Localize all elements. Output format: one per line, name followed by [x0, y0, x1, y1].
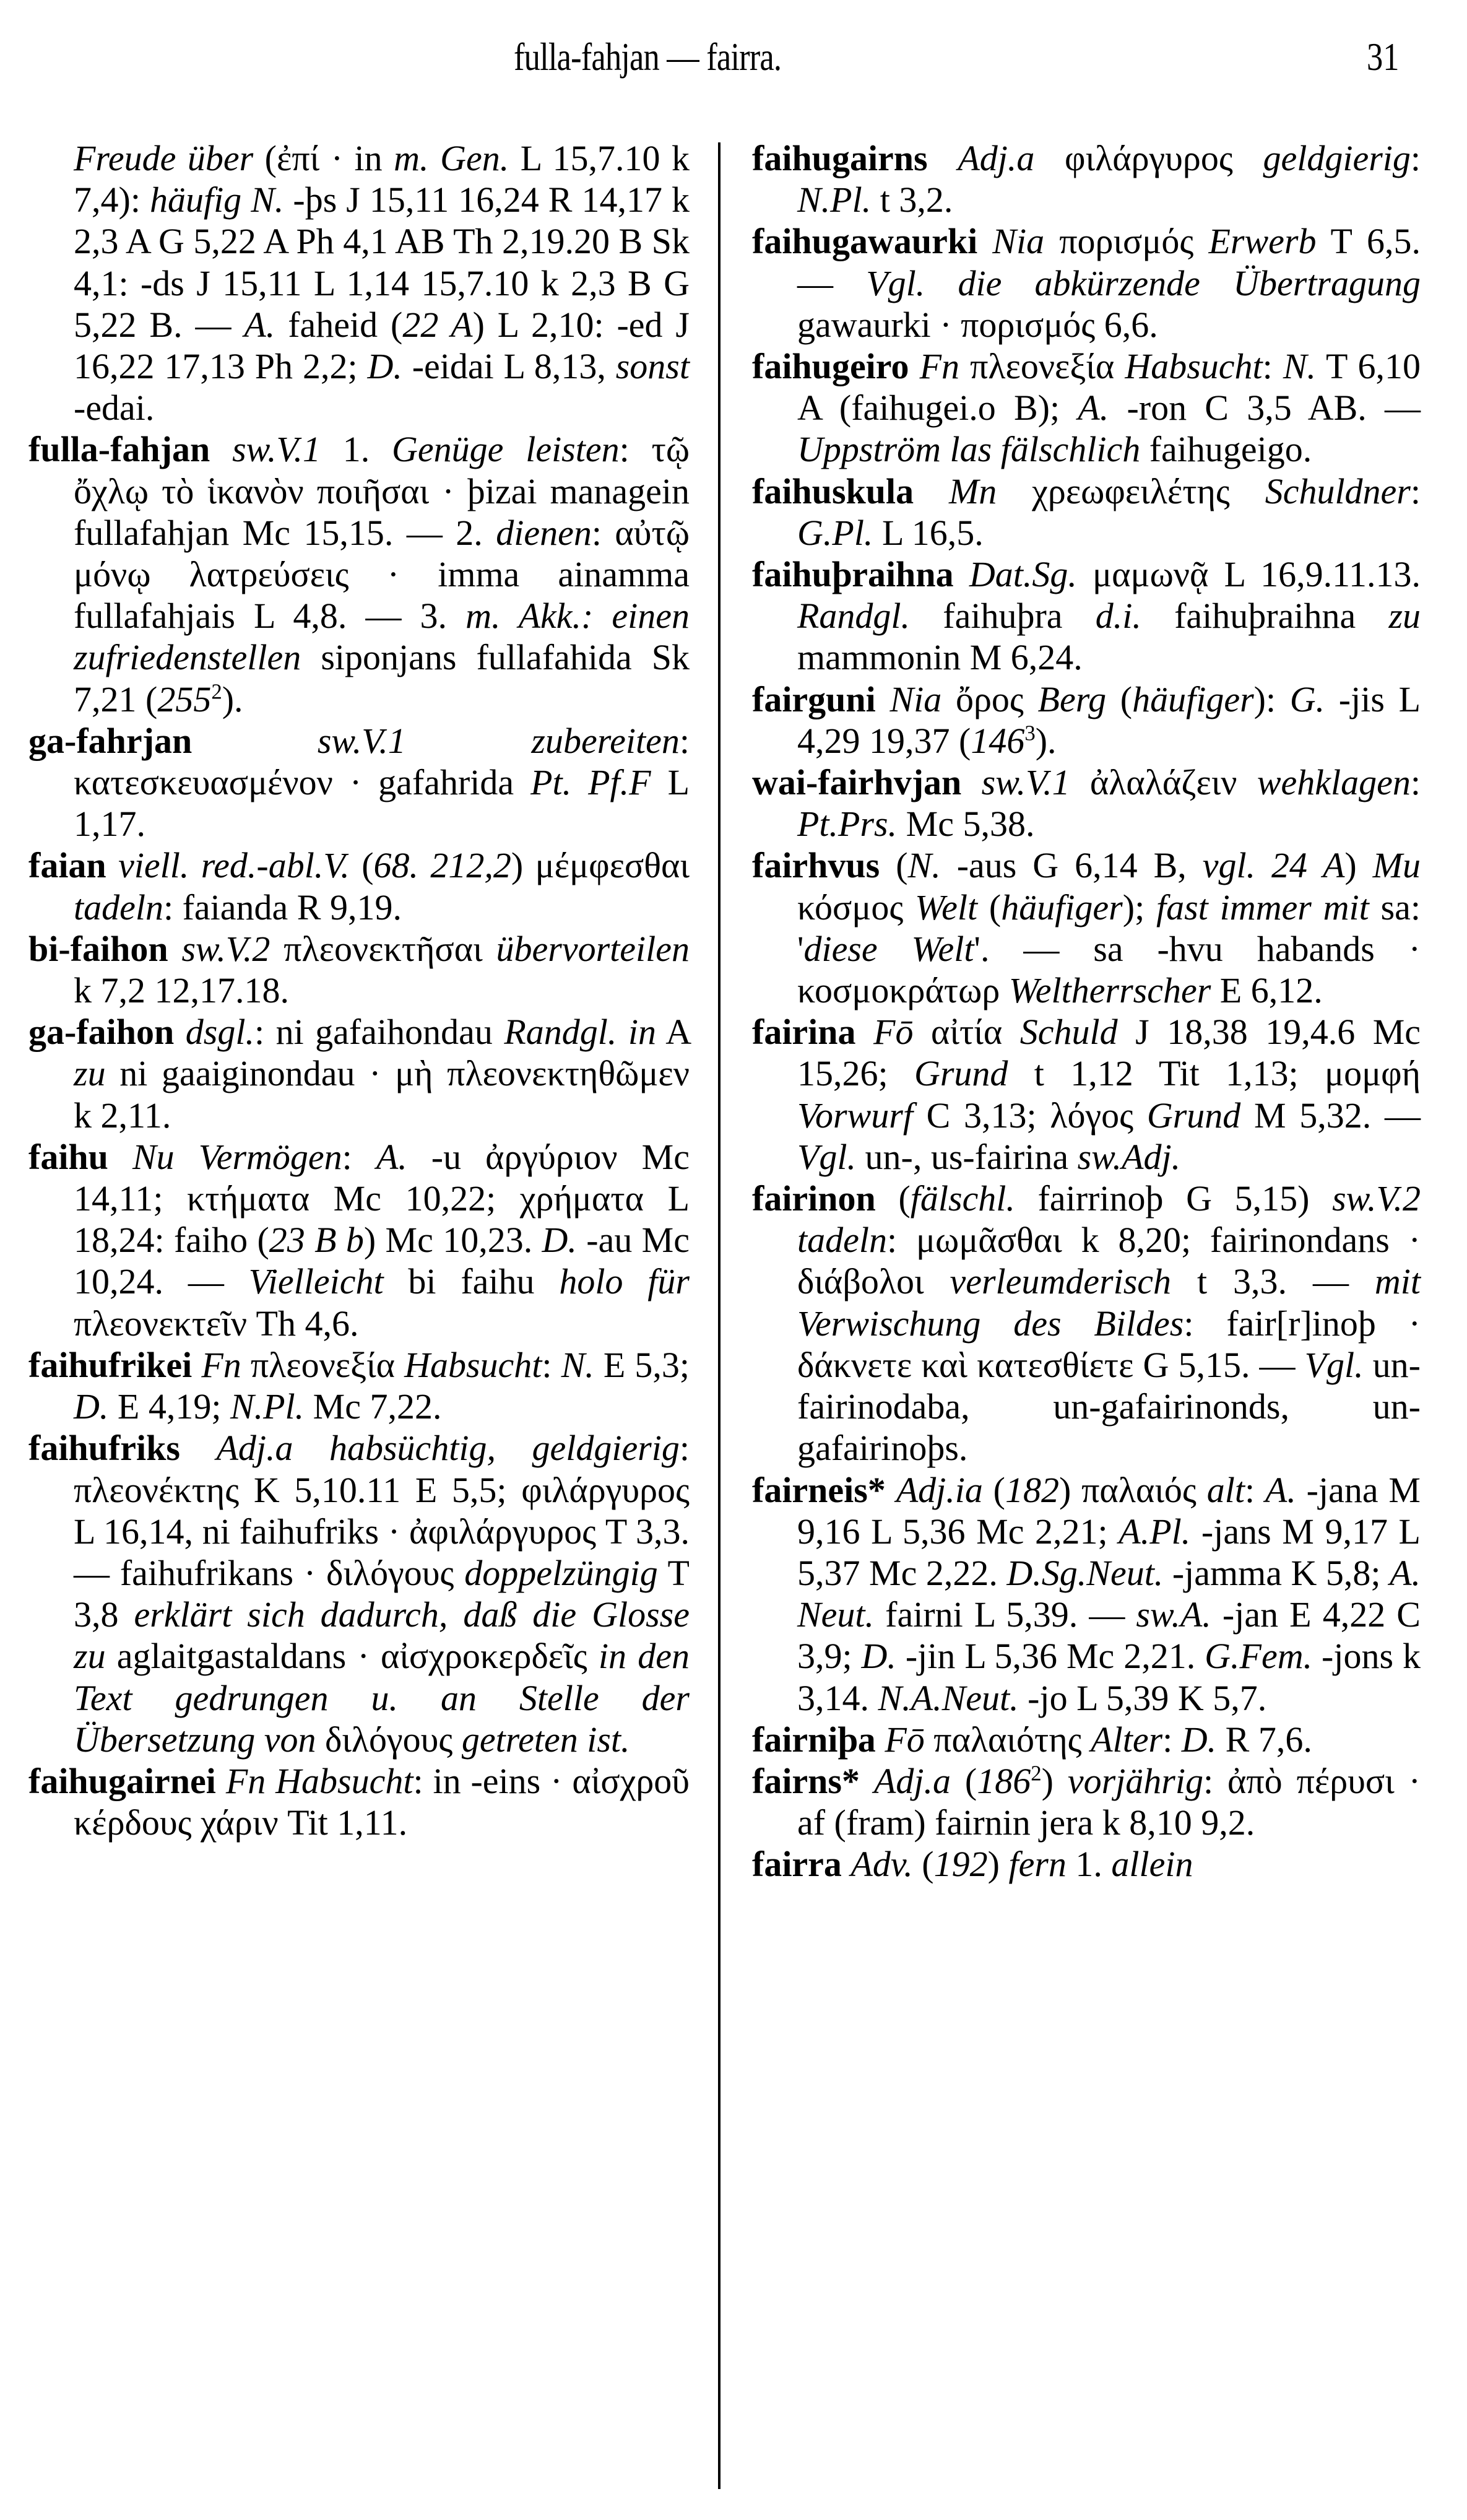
entry-text: -eidai L 8,13,	[402, 346, 616, 387]
entry-text: bi faihu	[383, 1261, 560, 1302]
italic-gloss: 186	[977, 1760, 1031, 1801]
entry-text	[210, 429, 232, 469]
entry-text: πλεονεξία	[241, 1344, 405, 1385]
italic-gloss: Vgl.	[797, 1136, 857, 1177]
entry-text: )	[1041, 1760, 1068, 1801]
entry-text	[886, 1470, 896, 1510]
dictionary-entry	[28, 1760, 690, 1843]
headword: faihugawaurki	[752, 221, 978, 262]
italic-gloss: Fn Habsucht	[225, 1760, 413, 1801]
italic-gloss: A.Pl.	[1119, 1511, 1191, 1552]
headword: fairra	[752, 1844, 842, 1885]
entry-text	[108, 1137, 132, 1177]
entry-text: (	[912, 1844, 934, 1885]
italic-gloss: D.	[74, 1386, 109, 1427]
entry-text: T 3,8	[74, 1552, 690, 1635]
entry-text	[914, 471, 949, 511]
italic-gloss: mit Verwischung des Bildes	[797, 1261, 1421, 1344]
headword: faian	[28, 845, 106, 886]
italic-gloss: Fn	[919, 346, 959, 387]
entry-text: : κατεσκευασμένον · gafahrida	[74, 720, 690, 803]
italic-gloss: in den Text gedrungen u. an Stelle der Übersetzung von	[74, 1636, 690, 1760]
italic-gloss: erklärt sich dadurch, daß die Glosse zu	[74, 1594, 690, 1677]
italic-gloss: G.	[1289, 679, 1325, 719]
italic-gloss: A.	[376, 1136, 407, 1177]
entry-text	[909, 346, 920, 386]
entry-text: R 7,6.	[1216, 1719, 1312, 1760]
entry-text: ):	[1253, 679, 1290, 719]
entry-text: πορισμός	[1044, 221, 1209, 262]
headword: faihu	[28, 1136, 108, 1177]
entry-text: πλεονεκτεῖν Th 4,6.	[74, 1303, 359, 1344]
entry-text	[928, 138, 958, 178]
italic-gloss: Pt. Pf.F	[530, 762, 651, 803]
entry-text: E 5,3;	[594, 1344, 690, 1385]
italic-gloss: Erwerb	[1208, 221, 1317, 262]
italic-gloss: zu	[74, 1053, 106, 1094]
entry-text: faihuþraihna	[1141, 596, 1389, 637]
headword: fairina	[752, 1012, 856, 1053]
dictionary-entry	[28, 428, 690, 719]
italic-gloss: D.	[542, 1220, 577, 1261]
entry-text: ).	[222, 679, 243, 719]
italic-gloss: geldgierig	[1263, 138, 1411, 178]
entry-text: -jin L 5,36 Mc 2,21.	[896, 1636, 1205, 1677]
entry-text: πλεονεξία	[959, 346, 1125, 387]
italic-gloss: dienen	[496, 512, 592, 553]
italic-gloss: häufig N.	[149, 180, 284, 220]
entry-text: faihugeigo.	[1140, 429, 1312, 470]
italic-gloss: Adj.a habsüchtig, geldgierig	[216, 1428, 680, 1469]
entry-text: siponjans fullafahida Sk 7,21 (	[74, 637, 690, 719]
italic-gloss: 182	[1005, 1469, 1059, 1510]
entry-text	[106, 845, 118, 885]
right-column	[752, 137, 1421, 1885]
italic-gloss: Dat.Sg.	[969, 554, 1077, 595]
italic-gloss: Mu	[1372, 845, 1421, 886]
italic-gloss: sonst	[615, 346, 690, 387]
entry-text: '. — sa -hvu habands · κοσμοκράτωρ	[797, 928, 1421, 1011]
italic-gloss: N.A.Neut.	[878, 1677, 1019, 1718]
headword: fairniþa	[752, 1719, 876, 1760]
italic-gloss: G.Pl.	[797, 512, 873, 553]
entry-text: : ἀπὸ πέρυσι · af (fram) fairnin jera k 8,10 9,2.	[797, 1760, 1421, 1843]
italic-gloss: Randgl.	[797, 596, 911, 637]
entry-text: 1.	[1066, 1844, 1112, 1885]
dictionary-entry	[752, 137, 1421, 220]
entry-text	[856, 1012, 874, 1052]
entry-text: :	[1162, 1719, 1182, 1760]
entry-text: -jo L 5,39 K 5,7.	[1018, 1677, 1267, 1718]
dictionary-entry	[752, 1760, 1421, 1843]
entry-text: -jis L 4,29 19,37 (	[797, 679, 1421, 761]
italic-gloss: A.	[1078, 388, 1109, 428]
entry-text: L 15,7.10 k 7,4):	[74, 138, 690, 220]
entry-text: (	[977, 887, 1002, 928]
headword: faihufriks	[28, 1428, 180, 1469]
italic-gloss: N.Pl.	[230, 1386, 305, 1427]
italic-gloss: allein	[1111, 1844, 1193, 1885]
entry-text: aglaitgastaldans · αἰσχροκερδεῖς	[105, 1636, 599, 1677]
entry-text: ).	[1035, 720, 1057, 761]
entry-text	[876, 1719, 885, 1760]
entry-text: ni gaaiginondau · μὴ πλεονεκτηθῶμεν k 2,11.	[74, 1053, 690, 1136]
italic-gloss: 146	[971, 720, 1025, 761]
italic-gloss: Fn	[201, 1344, 241, 1385]
italic-gloss: Grund	[914, 1053, 1008, 1094]
italic-gloss: Habsucht	[1125, 346, 1263, 387]
italic-gloss: G.Fem.	[1205, 1636, 1313, 1677]
dictionary-entry	[28, 928, 690, 1011]
entry-text	[842, 1844, 851, 1884]
italic-gloss: übervorteilen	[496, 928, 690, 969]
entry-text: -au Mc 10,24. —	[74, 1220, 690, 1302]
italic-gloss: Berg	[1037, 679, 1107, 719]
entry-text: -þs J 15,11 16,24 R 14,17 k 2,3 A G 5,22 A Ph 4,1 AB Th 2,19.20 B Sk 4,1: -ds J 15,11 L 1,14 15,7.10 k 2,3 B G 5,22 B. —	[74, 180, 690, 345]
entry-text: fairrinoþ G 5,15)	[1015, 1178, 1333, 1219]
entry-text: : τῷ ὄχλῳ τὸ ἱκανὸν ποιῆσαι · þizai managein fullafahjan Mc 15,15. — 2.	[74, 429, 690, 553]
entry-text	[174, 1012, 186, 1052]
italic-gloss: Vorwurf	[797, 1095, 913, 1136]
dictionary-entry	[752, 1843, 1421, 1885]
dictionary-entry	[752, 345, 1421, 471]
italic-gloss: N.	[907, 845, 941, 886]
italic-gloss: zu	[1388, 596, 1421, 637]
dictionary-entry	[752, 1011, 1421, 1178]
entry-text: παλαιότης	[924, 1719, 1091, 1760]
entry-text: mammonin M 6,24.	[797, 637, 1083, 678]
entry-text: :	[342, 1136, 376, 1177]
italic-gloss: Alter	[1091, 1719, 1163, 1760]
entry-text: αἰτία	[913, 1012, 1020, 1053]
entry-text: E 6,12.	[1211, 970, 1323, 1011]
entry-text: : αὐτῷ μόνῳ λατρεύσεις · imma ainamma fullafahjais L 4,8. — 3.	[74, 512, 690, 637]
entry-text	[977, 221, 992, 261]
italic-gloss: Pt.Prs.	[797, 804, 898, 845]
dictionary-entry	[752, 1469, 1421, 1719]
dictionary-entry	[28, 1344, 690, 1427]
italic-gloss: N.	[561, 1344, 594, 1385]
italic-gloss: Adv.	[850, 1844, 913, 1885]
column-divider	[718, 142, 721, 2489]
italic-gloss: Habsucht	[404, 1344, 542, 1385]
italic-gloss: Adj.ia	[896, 1469, 983, 1510]
italic-gloss: 192	[933, 1844, 988, 1885]
entry-text: faihuþra	[910, 596, 1096, 637]
italic-gloss: vorjährig	[1067, 1760, 1203, 1801]
entry-text: : ni gafaihondau	[254, 1012, 504, 1053]
headword: ga-fahrjan	[28, 720, 193, 761]
italic-gloss: D.	[1181, 1719, 1217, 1760]
entry-text	[192, 721, 318, 761]
italic-gloss: 22 A	[402, 304, 473, 345]
italic-gloss: Mn	[948, 471, 997, 511]
headword: ga-faihon	[28, 1012, 175, 1053]
entry-text: A	[656, 1012, 690, 1053]
italic-gloss: Vielleicht	[248, 1261, 384, 1302]
entry-text	[954, 554, 969, 594]
italic-gloss: alt	[1206, 1469, 1245, 1510]
italic-gloss: A.	[244, 304, 275, 345]
entry-text: χρεωφειλέτης	[997, 471, 1265, 511]
dictionary-entry	[752, 220, 1421, 345]
entry-text	[192, 1345, 201, 1385]
entry-text	[876, 679, 890, 719]
entry-text: -u ἀργύριον Mc 14,11; κτήματα Mc 10,22; χρήματα L 18,24: faiho (	[74, 1136, 690, 1261]
entry-text: : πλεονέκτης K 5,10.11 E 5,5; φιλάργυρος L 16,14, ni faihufriks · ἀφιλάργυρος T 3,3. — faihufrikans · διλόγους	[74, 1428, 690, 1593]
italic-gloss: N.Pl.	[797, 180, 872, 220]
entry-text: t 3,2.	[871, 180, 953, 220]
entry-text: Mc 7,22.	[304, 1386, 442, 1427]
entry-text: -jans M 9,17 L 5,37 Mc 2,22.	[797, 1511, 1421, 1593]
italic-gloss: häufiger	[1001, 887, 1123, 928]
entry-text: C 3,13; λόγος	[912, 1095, 1147, 1136]
italic-gloss: sw.V.1 zubereiten	[317, 720, 680, 761]
entry-text: )	[987, 1844, 1009, 1885]
entry-text: 1.	[320, 429, 392, 470]
headword: wai-fairhvjan	[752, 762, 962, 803]
entry-text: t 1,12 Tit 1,13; μομφή	[1008, 1053, 1421, 1094]
italic-gloss: Weltherrscher	[1008, 970, 1211, 1011]
entry-text: ὄρος	[941, 679, 1038, 719]
entry-text: (	[875, 1178, 911, 1219]
entry-text: (	[950, 1760, 977, 1801]
italic-gloss: dsgl.	[185, 1012, 254, 1053]
dictionary-entry	[28, 1011, 690, 1136]
headword: faihugeiro	[752, 346, 909, 387]
entry-text: κόσμος	[797, 887, 915, 928]
italic-gloss: holo für	[559, 1261, 690, 1302]
entry-text: T 6,10 A (faihugei.o B);	[797, 346, 1421, 428]
entry-text: -jamma K 5,8;	[1163, 1552, 1390, 1593]
entry-text: : faianda R 9,19.	[163, 887, 402, 928]
entry-text: -jan E 4,22 C 3,9;	[797, 1594, 1421, 1677]
entry-text: fairni L 5,39. —	[874, 1594, 1136, 1635]
entry-text: -jons k 3,14.	[797, 1636, 1421, 1718]
dictionary-entry	[28, 720, 690, 845]
entry-text: Mc 5,38.	[897, 804, 1035, 845]
italic-gloss: Nu Vermögen	[132, 1136, 342, 1177]
italic-gloss: Vgl.	[1304, 1344, 1364, 1385]
entry-text: -ron C 3,5 AB. —	[1109, 388, 1421, 428]
italic-gloss: Uppström las fälschlich	[797, 429, 1141, 470]
italic-gloss: Schuld	[1019, 1012, 1118, 1053]
entry-text: :	[1410, 762, 1421, 803]
entry-text: : fair[r]inoþ · δάκνετε καὶ κατεσθίετε G 5,15. —	[797, 1303, 1421, 1385]
italic-gloss: Welt	[915, 887, 978, 928]
entry-text: J 18,38 19,4.6 Mc 15,26;	[797, 1012, 1421, 1094]
entry-text	[168, 929, 182, 969]
headword: fairinon	[752, 1178, 876, 1219]
entry-text: un-, us-fairina	[856, 1136, 1078, 1177]
entry-text: T 6,5. —	[797, 221, 1421, 303]
italic-gloss: Freude über	[74, 138, 254, 178]
entry-text: (ἐπί · in	[253, 138, 394, 178]
headword: faihugairnei	[28, 1760, 216, 1801]
italic-gloss: Fō	[873, 1012, 914, 1053]
italic-gloss: doppelzüngig	[464, 1552, 658, 1593]
entry-text: (	[982, 1469, 1005, 1510]
headword: fulla-fahjan	[28, 429, 210, 470]
dictionary-entry	[752, 471, 1421, 554]
dictionary-entry	[752, 679, 1421, 762]
entry-text: t 3,3. —	[1171, 1261, 1375, 1302]
italic-gloss: fast immer mit	[1156, 887, 1369, 928]
entry-text: ἀλαλάζειν	[1070, 762, 1257, 803]
italic-gloss: D.Sg.Neut.	[1006, 1552, 1164, 1593]
headword: bi-faihon	[28, 928, 168, 969]
entry-text: sa: '	[797, 887, 1421, 969]
entry-text: :	[1244, 1469, 1265, 1510]
italic-gloss: D.	[367, 346, 402, 387]
entry-text	[216, 1761, 226, 1801]
entry-text: ) παλαιός	[1059, 1469, 1207, 1510]
entry-text: M 5,32. —	[1240, 1095, 1421, 1136]
headword: fairguni	[752, 679, 876, 719]
italic-gloss: sw.V.2	[181, 928, 270, 969]
entry-text: ) Mc 10,23.	[363, 1220, 542, 1261]
entry-text: (	[1106, 679, 1133, 719]
running-head-title: fulla-fahjan — fairra.	[514, 35, 782, 79]
italic-gloss: Adj.a	[958, 138, 1035, 178]
entry-text: -edai.	[74, 388, 155, 428]
headword: fairhvus	[752, 845, 880, 886]
italic-gloss: getreten ist.	[461, 1719, 630, 1760]
italic-gloss: sw.V.1	[981, 762, 1070, 803]
headword: fairns*	[752, 1760, 860, 1801]
running-head	[0, 32, 1467, 82]
italic-gloss: Fō	[885, 1719, 925, 1760]
italic-gloss: verleumderisch	[950, 1261, 1172, 1302]
italic-gloss: häufiger	[1132, 679, 1254, 719]
italic-gloss: fälschl.	[910, 1178, 1015, 1219]
entry-text: faheid (	[275, 304, 403, 345]
dictionary-entry	[752, 1178, 1421, 1469]
entry-text: 2	[1031, 1761, 1042, 1786]
italic-gloss: Grund	[1146, 1095, 1241, 1136]
italic-gloss: vgl. 24 A	[1202, 845, 1345, 886]
page-number: 31	[1367, 35, 1400, 79]
dictionary-entry	[28, 1136, 690, 1344]
entry-text: (	[349, 845, 374, 886]
entry-text: (	[880, 845, 908, 886]
italic-gloss: Randgl. in	[504, 1012, 656, 1053]
entry-text	[180, 1428, 216, 1468]
entry-text: ) L 2,10: -ed J 16,22 17,13 Ph 2,2;	[74, 304, 690, 387]
entry-text: φιλάργυρος	[1034, 138, 1263, 178]
entry-text: 2	[211, 679, 222, 704]
italic-gloss: d.i.	[1095, 596, 1141, 637]
headword: faihuþraihna	[752, 554, 954, 595]
dictionary-entry	[752, 554, 1421, 679]
entry-text: -jana M 9,16 L 5,36 Mc 2,21;	[797, 1469, 1421, 1552]
headword: faihugairns	[752, 138, 928, 178]
italic-gloss: Nia	[992, 221, 1045, 262]
dictionary-entry	[752, 845, 1421, 1011]
italic-gloss: Adj.a	[873, 1760, 951, 1801]
italic-gloss: sw.A.	[1136, 1594, 1211, 1635]
entry-text: L 1,17.	[74, 762, 690, 845]
italic-gloss: tadeln	[74, 887, 163, 928]
entry-text: :	[1410, 138, 1421, 178]
dictionary-entry	[28, 1427, 690, 1760]
entry-continuation	[28, 137, 690, 428]
italic-gloss: wehklagen	[1257, 762, 1411, 803]
italic-gloss: A.	[1265, 1469, 1296, 1510]
headword: faihuskula	[752, 471, 914, 511]
entry-text: :	[1262, 346, 1283, 387]
headword: faihufrikei	[28, 1344, 193, 1385]
italic-gloss: Genüge leisten	[392, 429, 620, 470]
entry-text: διλόγους	[316, 1719, 462, 1760]
entry-text: -aus G 6,14 B,	[940, 845, 1203, 886]
entry-text: :	[542, 1344, 561, 1385]
entry-text: k 7,2 12,17.18.	[74, 970, 289, 1011]
italic-gloss: m. Gen.	[394, 138, 509, 178]
entry-text: μαμωνᾷ L 16,9.11.13.	[1076, 554, 1421, 595]
italic-gloss: N.	[1283, 346, 1317, 387]
italic-gloss: 68. 212,2	[373, 845, 511, 886]
italic-gloss: fern	[1008, 1844, 1067, 1885]
italic-gloss: 23 B b	[269, 1220, 364, 1261]
entry-text: )	[1344, 845, 1373, 886]
italic-gloss: A. Neut.	[797, 1552, 1421, 1635]
entry-text	[961, 762, 981, 802]
entry-text: gawaurki · πορισμός 6,6.	[797, 304, 1158, 345]
left-column	[28, 137, 690, 1843]
italic-gloss: Schuldner	[1265, 471, 1411, 511]
italic-gloss: Vgl. die abkürzende Übertragung	[866, 263, 1421, 303]
italic-gloss: diese Welt	[803, 928, 974, 969]
entry-text: L 16,5.	[873, 512, 984, 553]
entry-text: 3	[1024, 721, 1036, 745]
headword: fairneis*	[752, 1469, 886, 1510]
italic-gloss: sw.Adj.	[1077, 1136, 1181, 1177]
entry-text: : μωμᾶσθαι k 8,20; fairinondans · διάβολοι	[797, 1220, 1421, 1302]
italic-gloss: D.	[861, 1636, 896, 1677]
italic-gloss: sw.V.2 tadeln	[797, 1178, 1421, 1261]
entry-text: un-fairinodaba, un-gafairinonds, un-gafairinoþs.	[797, 1344, 1421, 1469]
italic-gloss: sw.V.1	[232, 429, 321, 470]
entry-text: E 4,19;	[108, 1386, 230, 1427]
italic-gloss: Nia	[889, 679, 942, 719]
italic-gloss: 255	[157, 679, 212, 719]
entry-text: ) μέμφεσθαι	[511, 845, 690, 886]
italic-gloss: m. Akk.: einen zufriedenstellen	[74, 596, 690, 678]
dictionary-entry	[752, 1719, 1421, 1760]
entry-text: : in -eins · αἰσχροῦ κέρδους χάριν Tit 1,11.	[74, 1760, 690, 1843]
entry-text	[860, 1761, 874, 1801]
entry-text: πλεονεκτῆσαι	[270, 928, 496, 969]
dictionary-entry	[28, 845, 690, 928]
entry-text: :	[1410, 471, 1421, 511]
italic-gloss: viell. red.-abl.V.	[118, 845, 350, 886]
entry-text: );	[1122, 887, 1156, 928]
dictionary-entry	[752, 762, 1421, 845]
